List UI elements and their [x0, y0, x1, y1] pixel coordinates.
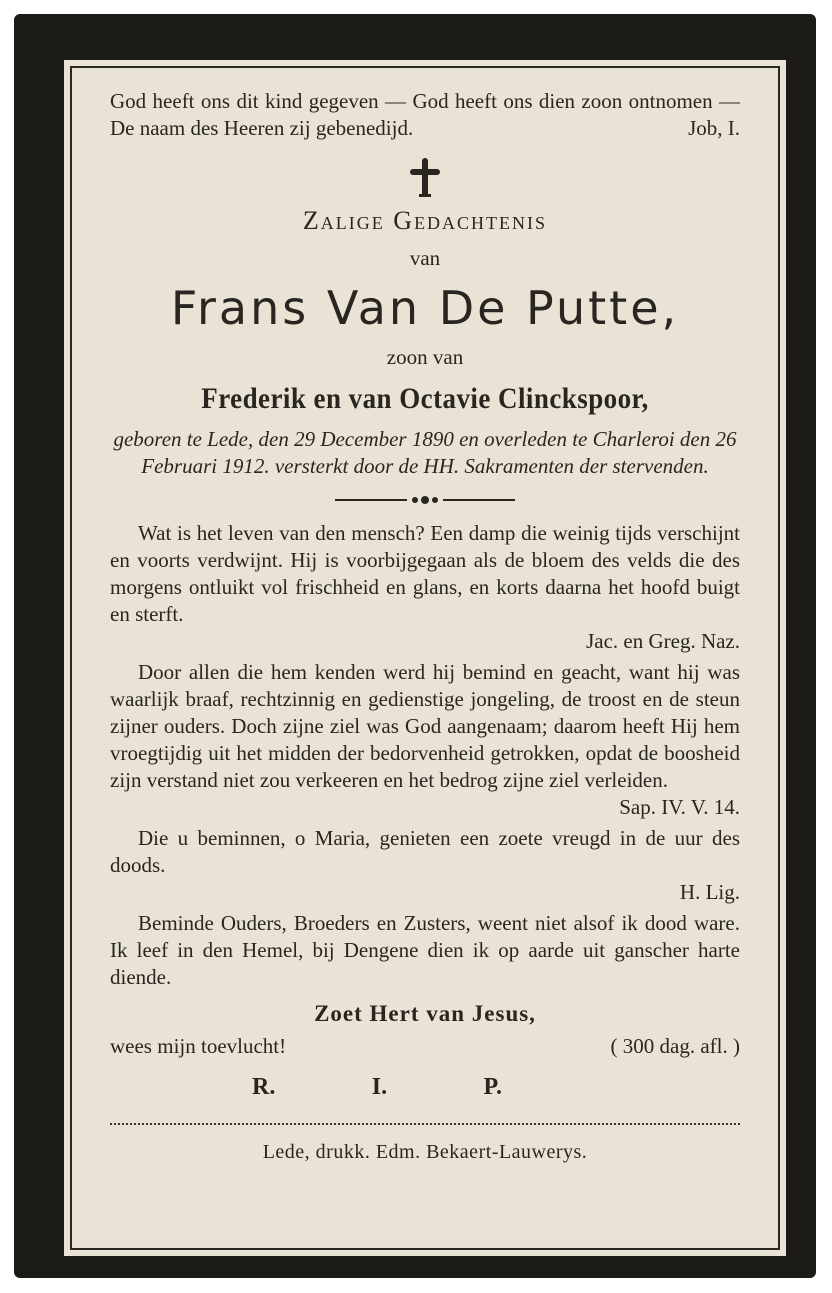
ornament-divider	[335, 494, 515, 506]
rip-letter: R.	[252, 1074, 276, 1100]
indulgence-note: ( 300 dag. afl. )	[610, 1034, 740, 1058]
paragraph-1	[110, 520, 740, 655]
prayer-line: wees mijn toevlucht!	[110, 1034, 287, 1058]
paragraph-text: Door allen die hem kenden werd hij bemind en geacht, want hij was waarlijk braaf, rechtzinnig en gedienstige jongeling, de troost en de steun zijner ouders. Doch zijne ziel was God aangenaam; daarom heeft Hij hem vroegtijdig uit het midden der bedorvenheid getrokken, opdat de boosheid zijn verstand niet zou verkeeren en het bedrog zijne ziel verleiden.	[110, 660, 740, 792]
opening-verse-ref: Job, I.	[688, 116, 740, 140]
card-content	[110, 88, 740, 1164]
paragraph-ref: Jac. en Greg. Naz.	[586, 629, 740, 653]
deceased-name: Frans Van De Putte,	[170, 281, 680, 335]
paragraph-3	[110, 825, 740, 906]
rip-letter: I.	[371, 1074, 388, 1100]
van-label: van	[409, 246, 441, 270]
rip-letter: P.	[483, 1074, 502, 1100]
paragraph-ref: H. Lig.	[679, 880, 740, 904]
parents-names: Frederik en van Octavie Clinckspoor,	[201, 382, 649, 415]
printer-imprint: Lede, drukk. Edm. Bekaert-Lauwerys.	[262, 1141, 588, 1163]
paragraph-text: Beminde Ouders, Broeders en Zusters, weent niet alsof ik dood ware. Ik leef in den Hemel, bij Dengene dien ik op aarde uit ganscher harte diende.	[110, 911, 740, 989]
paragraph-text: Wat is het leven van den mensch? Een damp die weinig tijds verschijnt en voorts verdwijnt. Hij is voorbijgegaan als de bloem des velds die des morgens ontluikt vol frischheid en glans, en korts daarna het hoofd buigt en sterft.	[110, 521, 740, 626]
dotted-divider	[110, 1123, 740, 1125]
paragraph-ref: Sap. IV. V. 14.	[619, 795, 740, 819]
opening-verse: God heeft ons dit kind gegeven — God heeft ons dien zoon ontnomen — De naam des Heeren zij gebenedijd.	[110, 89, 740, 140]
rip-letters	[252, 1074, 502, 1101]
zoon-van-label: zoon van	[386, 345, 464, 369]
paragraph-text: Die u beminnen, o Maria, genieten een zoete vreugd in de uur des doods.	[110, 826, 740, 877]
paragraph-4	[110, 910, 740, 991]
card-paper	[64, 60, 786, 1256]
birth-death-info: geboren te Lede, den 29 December 1890 en overleden te Charleroi den 26 Februari 1912. versterkt door de HH. Sakramenten der stervenden.	[113, 427, 737, 478]
prayer-row	[110, 1033, 740, 1060]
cross-icon	[410, 158, 440, 198]
paragraph-2	[110, 659, 740, 821]
heading: Zalige Gedachtenis	[302, 206, 548, 235]
prayer-heading: Zoet Hert van Jesus,	[314, 1001, 536, 1026]
memorial-card	[14, 14, 816, 1278]
